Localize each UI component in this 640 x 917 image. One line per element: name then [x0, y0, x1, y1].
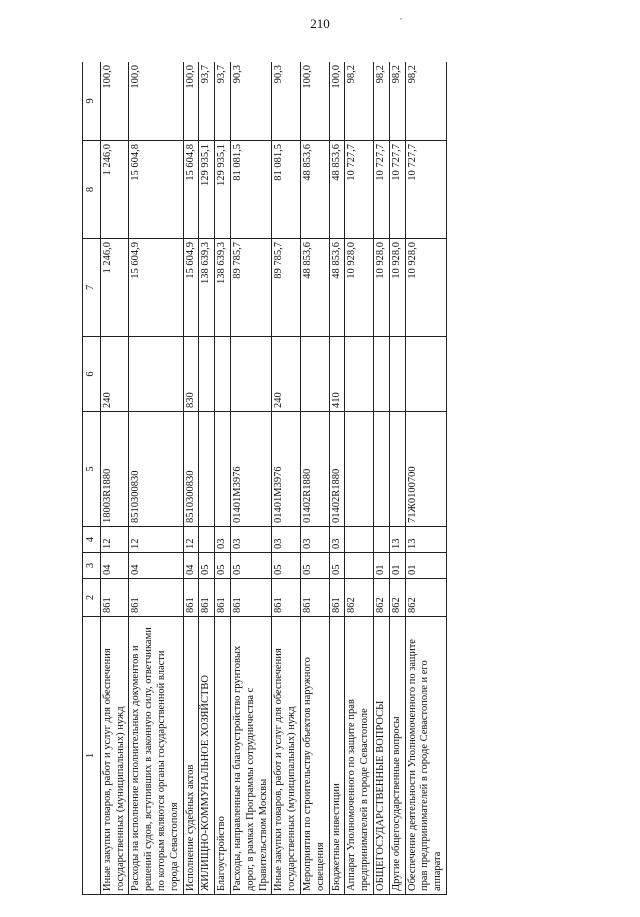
cell-actual: 48 853,6 — [300, 141, 329, 239]
cell-target — [215, 412, 231, 527]
cell-actual: 81 081,5 — [272, 141, 301, 239]
cell-subsection: 03 — [300, 527, 329, 553]
table-row — [215, 62, 231, 895]
cell-expense-type: 830 — [183, 337, 199, 412]
cell-percent: 98,2 — [389, 62, 405, 141]
cell-subsection: 03 — [215, 527, 231, 553]
cell-expense-type: 240 — [272, 337, 301, 412]
header-cell: 1 — [83, 617, 101, 895]
cell-target: 01401М3976 — [272, 412, 301, 527]
scan-speck: , — [400, 12, 402, 21]
cell-actual: 1 246,0 — [100, 141, 129, 239]
cell-section: 04 — [129, 553, 183, 579]
cell-target: 01402R1880 — [329, 412, 345, 527]
table-row — [199, 62, 215, 895]
cell-section: 05 — [329, 553, 345, 579]
cell-target — [389, 412, 405, 527]
row-name: ОБЩЕГОСУДАРСТВЕННЫЕ ВОПРОСЫ — [373, 617, 389, 895]
cell-expense-type — [345, 337, 374, 412]
cell-actual: 10 727,7 — [345, 141, 374, 239]
cell-target: 8510300830 — [183, 412, 199, 527]
cell-target — [345, 412, 374, 527]
table-row — [230, 62, 271, 895]
cell-subsection: 03 — [272, 527, 301, 553]
cell-plan: 48 853,6 — [329, 239, 345, 337]
cell-actual: 81 081,5 — [230, 141, 271, 239]
cell-percent: 98,2 — [405, 62, 446, 141]
cell-section: 05 — [300, 553, 329, 579]
table-row — [272, 62, 301, 895]
cell-percent: 93,7 — [215, 62, 231, 141]
table-row — [373, 62, 389, 895]
cell-section: 05 — [230, 553, 271, 579]
table-row — [345, 62, 374, 895]
cell-plan: 89 785,7 — [272, 239, 301, 337]
header-cell: 7 — [83, 239, 101, 337]
table-row — [300, 62, 329, 895]
cell-ministry: 862 — [389, 579, 405, 617]
budget-table — [82, 62, 447, 895]
cell-section: 04 — [183, 553, 199, 579]
cell-ministry: 861 — [272, 579, 301, 617]
cell-section — [345, 553, 374, 579]
cell-ministry: 862 — [373, 579, 389, 617]
cell-expense-type — [389, 337, 405, 412]
cell-expense-type — [215, 337, 231, 412]
cell-ministry: 861 — [100, 579, 129, 617]
row-name: ЖИЛИЩНО-КОММУНАЛЬНОЕ ХОЗЯЙСТВО — [199, 617, 215, 895]
cell-expense-type — [373, 337, 389, 412]
cell-section: 01 — [405, 553, 446, 579]
cell-ministry: 861 — [329, 579, 345, 617]
cell-percent: 100,0 — [329, 62, 345, 141]
cell-plan: 10 928,0 — [389, 239, 405, 337]
row-name: Мероприятия по строительству объектов наружного освещения — [300, 617, 329, 895]
cell-expense-type — [230, 337, 271, 412]
header-cell: 4 — [83, 527, 101, 553]
cell-target: 71Ж0100700 — [405, 412, 446, 527]
cell-target: 18003R1880 — [100, 412, 129, 527]
cell-percent: 100,0 — [183, 62, 199, 141]
table-row — [129, 62, 183, 895]
cell-plan: 15 604,9 — [183, 239, 199, 337]
cell-actual: 129 935,1 — [199, 141, 215, 239]
cell-subsection — [373, 527, 389, 553]
row-name: Иные закупки товаров, работ и услуг для обеспечения государственных (муниципальных) нужд — [272, 617, 301, 895]
table-row — [329, 62, 345, 895]
cell-subsection — [345, 527, 374, 553]
row-name: Исполнение судебных актов — [183, 617, 199, 895]
cell-ministry: 861 — [183, 579, 199, 617]
cell-plan: 10 928,0 — [405, 239, 446, 337]
header-cell: 2 — [83, 579, 101, 617]
cell-plan: 10 928,0 — [373, 239, 389, 337]
row-name: Аппарат Уполномоченного по защите прав предпринимателей в городе Севастополе — [345, 617, 374, 895]
cell-ministry: 862 — [345, 579, 374, 617]
cell-expense-type: 410 — [329, 337, 345, 412]
page-number: 210 — [310, 16, 330, 31]
cell-ministry: 861 — [230, 579, 271, 617]
cell-actual: 10 727,7 — [405, 141, 446, 239]
cell-subsection: 13 — [405, 527, 446, 553]
cell-subsection: 12 — [100, 527, 129, 553]
row-name: Иные закупки товаров, работ и услуг для обеспечения государственных (муниципальных) нужд — [100, 617, 129, 895]
cell-actual: 10 727,7 — [373, 141, 389, 239]
cell-actual: 48 853,6 — [329, 141, 345, 239]
row-name: Бюджетные инвестиции — [329, 617, 345, 895]
cell-actual: 129 935,1 — [215, 141, 231, 239]
cell-ministry: 861 — [129, 579, 183, 617]
cell-ministry: 861 — [215, 579, 231, 617]
cell-target — [373, 412, 389, 527]
rotated-table-container — [82, 62, 552, 895]
cell-plan: 138 639,3 — [199, 239, 215, 337]
cell-percent: 100,0 — [129, 62, 183, 141]
header-row — [83, 62, 101, 895]
row-name: Благоустройство — [215, 617, 231, 895]
cell-plan: 15 604,9 — [129, 239, 183, 337]
header-cell: 9 — [83, 62, 101, 141]
header-cell: 3 — [83, 553, 101, 579]
table-row — [405, 62, 446, 895]
cell-section: 01 — [373, 553, 389, 579]
cell-subsection — [199, 527, 215, 553]
row-name: Другие общегосударственные вопросы — [389, 617, 405, 895]
cell-ministry: 861 — [199, 579, 215, 617]
cell-expense-type — [129, 337, 183, 412]
cell-expense-type — [405, 337, 446, 412]
cell-subsection: 13 — [389, 527, 405, 553]
cell-expense-type — [300, 337, 329, 412]
cell-percent: 98,2 — [373, 62, 389, 141]
cell-actual: 10 727,7 — [389, 141, 405, 239]
table-row — [183, 62, 199, 895]
cell-actual: 15 604,8 — [129, 141, 183, 239]
table-row — [100, 62, 129, 895]
cell-subsection: 12 — [129, 527, 183, 553]
cell-ministry: 862 — [405, 579, 446, 617]
rotated-table-frame — [82, 62, 552, 895]
cell-section: 05 — [272, 553, 301, 579]
cell-section: 01 — [389, 553, 405, 579]
cell-subsection: 03 — [230, 527, 271, 553]
cell-percent: 93,7 — [199, 62, 215, 141]
cell-plan: 10 928,0 — [345, 239, 374, 337]
cell-percent: 90,3 — [272, 62, 301, 141]
row-name: Обеспечение деятельности Уполномоченного по защите прав предпринимателей в городе Севастополе и его аппарата — [405, 617, 446, 895]
cell-section: 04 — [100, 553, 129, 579]
header-cell: 5 — [83, 412, 101, 527]
header-cell: 8 — [83, 141, 101, 239]
cell-subsection: 03 — [329, 527, 345, 553]
row-name: Расходы, направленные на благоустройство грунтовых дорог, в рамках Программы сотрудничества с Правительством Москвы — [230, 617, 271, 895]
cell-plan: 1 246,0 — [100, 239, 129, 337]
row-name: Расходы на исполнение исполнительных документов и решений судов, вступивших в законную силу, ответчиками по которым являются органы государственной власти города Севастополя — [129, 617, 183, 895]
cell-target: 8510300830 — [129, 412, 183, 527]
cell-ministry: 861 — [300, 579, 329, 617]
cell-percent: 90,3 — [230, 62, 271, 141]
cell-plan: 48 853,6 — [300, 239, 329, 337]
cell-percent: 98,2 — [345, 62, 374, 141]
cell-actual: 15 604,8 — [183, 141, 199, 239]
cell-target: 01402R1880 — [300, 412, 329, 527]
cell-target — [199, 412, 215, 527]
cell-target: 01401М3976 — [230, 412, 271, 527]
table-row — [389, 62, 405, 895]
cell-subsection: 12 — [183, 527, 199, 553]
cell-section: 05 — [199, 553, 215, 579]
cell-section: 05 — [215, 553, 231, 579]
cell-expense-type — [199, 337, 215, 412]
cell-percent: 100,0 — [100, 62, 129, 141]
cell-plan: 138 639,3 — [215, 239, 231, 337]
cell-expense-type: 240 — [100, 337, 129, 412]
cell-percent: 100,0 — [300, 62, 329, 141]
cell-plan: 89 785,7 — [230, 239, 271, 337]
header-cell: 6 — [83, 337, 101, 412]
